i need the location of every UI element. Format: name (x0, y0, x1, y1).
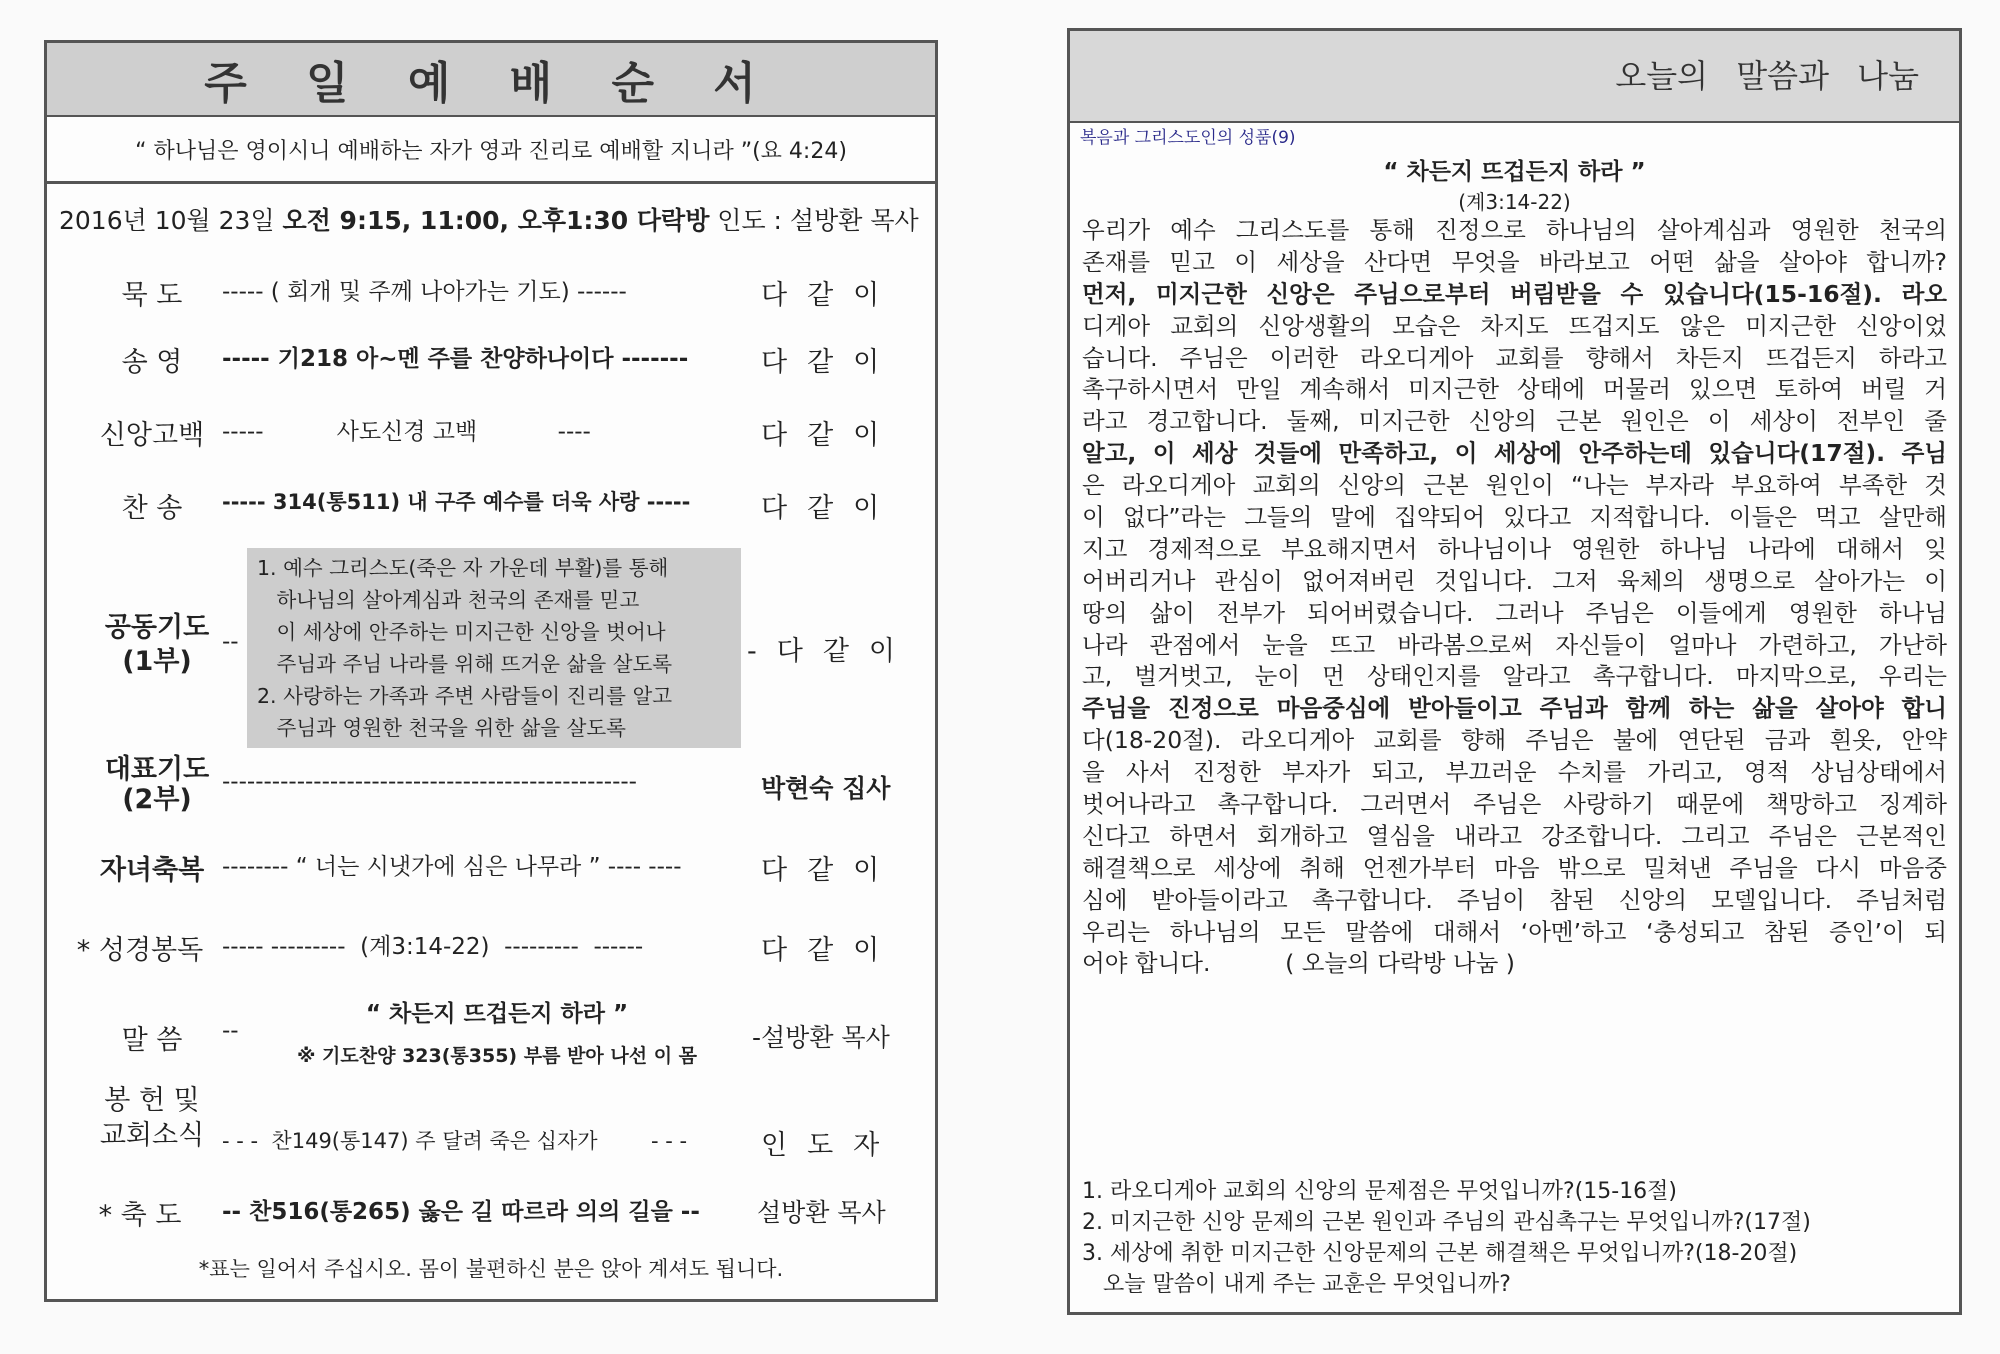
sharing-questions (1082, 1176, 1942, 1300)
order-leader: -다같이 (747, 636, 915, 667)
body-line: 벗어나라고 촉구합니다. 그러면서 주님은 사랑하기 때문에 책망하고 징계하 (1082, 790, 1947, 819)
order-title-bar (47, 43, 935, 117)
body-line: 디게아 교회의 신앙생활의 모습은 차지도 뜨겁지도 않은 미지근한 신앙이었 (1082, 311, 1947, 340)
order-content: ----- 사도신경 고백 ---- (222, 419, 591, 445)
order-leader: 다같이 (761, 855, 900, 886)
body-line: 심에 받아들이라고 촉구합니다. 주님이 참된 신앙의 모델입니다. 주님처럼 (1082, 885, 1947, 914)
order-content: -------------------------------------------------- (222, 769, 637, 795)
body-line: 신다고 하면서 회개하고 열심을 내라고 강조합니다. 그리고 주님은 근본적인 (1082, 821, 1947, 850)
order-content: -- (222, 629, 239, 655)
prayer-line: 2. 사랑하는 가족과 주변 사람들이 진리를 알고 (257, 684, 673, 708)
order-leader: 다같이 (761, 493, 900, 524)
body-line: 습니다. 주님은 이러한 라오디게아 교회를 향해서 차든지 뜨겁든지 하라고 (1082, 343, 1947, 372)
question-item: 2. 미지근한 신앙 문제의 근본 원인과 주님의 관심촉구는 무엇입니까?(17절) (1082, 1210, 1811, 1235)
order-leader: 박현숙 집사 (761, 774, 891, 803)
order-label: 송 영 (121, 347, 183, 378)
order-label: * 축 도 (98, 1200, 182, 1231)
body-line: 은 라오디게아 교회의 신앙의 근본 원인이 “나는 부자라 부요하여 부족한 것 (1082, 471, 1947, 500)
body-line: 주님을 진정으로 마음중심에 받아들이고 주님과 함께 하는 삶을 살아야 합니 (1082, 694, 1947, 723)
order-content: ----- 314(통511) 내 구주 예수를 더욱 사랑 ----- (222, 490, 691, 514)
service-date-line (59, 201, 919, 237)
order-leader: -설방환 목사 (752, 1023, 890, 1052)
order-row-representative-prayer (47, 755, 935, 835)
order-row-scripture-reading (47, 928, 935, 978)
order-label: 대표기도 (2부) (104, 754, 210, 815)
body-line: 존재를 믿고 이 세상을 산다면 무엇을 바라보고 어떤 삶을 살아야 합니까? (1082, 247, 1947, 276)
order-leader: 설방환 목사 (757, 1198, 886, 1227)
order-title: 주 일 예 배 순 서 (204, 58, 778, 109)
body-line: 어버리거나 관심이 없어져버린 것입니다. 그저 육체의 생명으로 살아가는 이 (1082, 566, 1947, 595)
order-content: -- 찬516(통265) 옳은 길 따르라 의의 길을 -- (222, 1199, 700, 1225)
series-label: 복음과 그리스도인의 성품(9) (1080, 128, 1296, 148)
service-date: 2016년 10월 23일 (59, 206, 283, 235)
service-times: 오전 9:15, 11:00, 오후1:30 다락방 (282, 206, 710, 235)
prayer-line: 하나님의 살아계심과 천국의 존재를 믿고 (257, 588, 640, 612)
prayer-line: 주님과 주님 나라를 위해 뜨거운 삶을 살도록 (257, 652, 673, 676)
order-label: 공동기도 (1부) (104, 612, 210, 677)
sermon-hymn: ※ 기도찬양 323(통355) 부름 받아 나선 이 몸 (296, 1045, 698, 1067)
body-line: 나라 관점에서 눈을 뜨고 바라봄으로써 자신들이 얼마나 가련하고, 가난하 (1082, 630, 1947, 659)
order-row-hymn (47, 486, 935, 536)
prayer-line: 1. 예수 그리스도(죽은 자 가운데 부활)를 통해 (257, 556, 669, 580)
order-label: 찬 송 (121, 493, 183, 524)
order-label: 말 씀 (121, 1025, 183, 1056)
prayer-line: 이 세상에 안주하는 미지근한 신앙을 벗어나 (257, 620, 666, 644)
order-content: -- (222, 1018, 239, 1044)
order-content: ----- ( 회개 및 주께 나아가는 기도) ------ (222, 279, 627, 305)
order-content: - - - 찬149(통147) 주 달려 죽은 십자가 - - - (222, 1129, 688, 1153)
service-leader: 인도 : 설방환 목사 (709, 206, 919, 235)
body-line: 라고 경고합니다. 둘째, 미지근한 신앙의 근본 원인은 이 세상이 전부인 줄 (1082, 407, 1947, 436)
body-line: 해결책으로 세상에 취해 언젠가부터 마음 밖으로 밀쳐낸 주님을 다시 마음중 (1082, 853, 1947, 882)
order-content: ----- 기218 아~멘 주를 찬양하나이다 ------- (222, 346, 689, 372)
sermon-title: “ 차든지 뜨겁든지 하라 ” (1383, 159, 1646, 185)
scripture-verse: “ 하나님은 영이시니 예배하는 자가 영과 진리로 예배할 지니라 ”(요 4:24) (47, 117, 935, 184)
order-of-worship-panel (44, 40, 938, 1302)
body-line: 우리가 예수 그리스도를 통해 진정으로 하나님의 살아계심과 영원한 천국의 (1082, 216, 1947, 244)
order-leader: 다같이 (761, 935, 900, 966)
question-item: 오늘 말씀이 내게 주는 교훈은 무엇입니까? (1082, 1272, 1511, 1297)
order-label: 봉 헌 및 교회소식 (99, 1085, 205, 1151)
sermon-reference: (계3:14-22) (1458, 190, 1571, 214)
sermon-sharing-panel (1067, 28, 1962, 1315)
order-label: 자녀축복 (99, 855, 205, 886)
body-line: 고, 벌거벗고, 눈이 먼 상태인지를 알라고 촉구합니다. 마지막으로, 우리는 (1082, 662, 1947, 691)
order-leader: 다같이 (761, 280, 900, 311)
body-line: 우리는 하나님의 모든 말씀에 대해서 ‘아멘’하고 ‘충성되고 참된 증인’이 되 (1082, 917, 1947, 946)
body-line: 을 사서 진정한 부자가 되고, 부끄러운 수치를 가리고, 영적 상님상태에서 (1082, 758, 1947, 787)
order-label: 신앙고백 (99, 420, 205, 451)
prayer-line: 주님과 영원한 천국을 위한 삶을 살도록 (257, 716, 626, 740)
sermon-header-bar (1070, 31, 1959, 123)
order-leader: 다같이 (761, 347, 900, 378)
sermon-header: 오늘의 말씀과 나눔 (1615, 57, 1919, 95)
body-line: 땅의 삶이 전부가 되어버렸습니다. 그러나 주님은 이들에게 영원한 하나님 (1082, 598, 1947, 627)
standing-note: *표는 일어서 주십시오. 몸이 불편하신 분은 앉아 계셔도 됩니다. (198, 1257, 784, 1281)
body-line: 다(18-20절). 라오디게아 교회를 향해 주님은 불에 연단된 금과 흰옷, 안약 (1082, 726, 1947, 755)
order-row-creed (47, 413, 935, 463)
sermon-title: “ 차든지 뜨겁든지 하라 ” (365, 1001, 629, 1027)
order-row-benediction (47, 1193, 935, 1243)
body-line: 촉구하시면서 만일 계속해서 미지근한 상태에 머물러 있으면 토하여 버릴 거 (1082, 375, 1947, 404)
order-leader: 인도자 (761, 1130, 900, 1161)
body-line: 알고, 이 세상 것들에 만족하고, 이 세상에 안주하는데 있습니다(17절). 주님 (1082, 439, 1947, 468)
order-label: * 성경봉독 (76, 935, 204, 966)
order-label: 묵 도 (121, 280, 183, 311)
sermon-body (1082, 215, 1947, 980)
question-item: 1. 라오디게아 교회의 신앙의 문제점은 무엇입니까?(15-16절) (1082, 1179, 1678, 1204)
body-line: 이 없다”라는 그들의 말에 집약되어 있다고 지적합니다. 이들은 먹고 살만해 (1082, 503, 1947, 532)
order-row-child-blessing (47, 848, 935, 898)
order-content: -------- “ 너는 시냇가에 심은 나무라 ” ---- ---- (222, 854, 682, 880)
body-line: 지고 경제적으로 부요해지면서 하나님이나 영원한 하나님 나라에 대해서 잊 (1082, 534, 1947, 563)
common-prayer-box (247, 548, 741, 748)
question-item: 3. 세상에 취한 미지근한 신앙문제의 근본 해결책은 무엇입니까?(18-20절) (1082, 1241, 1798, 1266)
body-line: 어야 합니다. ( 오늘의 다락방 나눔 ) (1082, 949, 1515, 978)
body-line: 먼저, 미지근한 신앙은 주님으로부터 버림받을 수 있습니다(15-16절). 라오 (1082, 279, 1947, 308)
order-leader: 다같이 (761, 420, 900, 451)
order-row-silent-prayer (47, 273, 935, 323)
order-content: ----- --------- (계3:14-22) --------- ------ (222, 934, 644, 960)
order-row-doxology (47, 340, 935, 390)
